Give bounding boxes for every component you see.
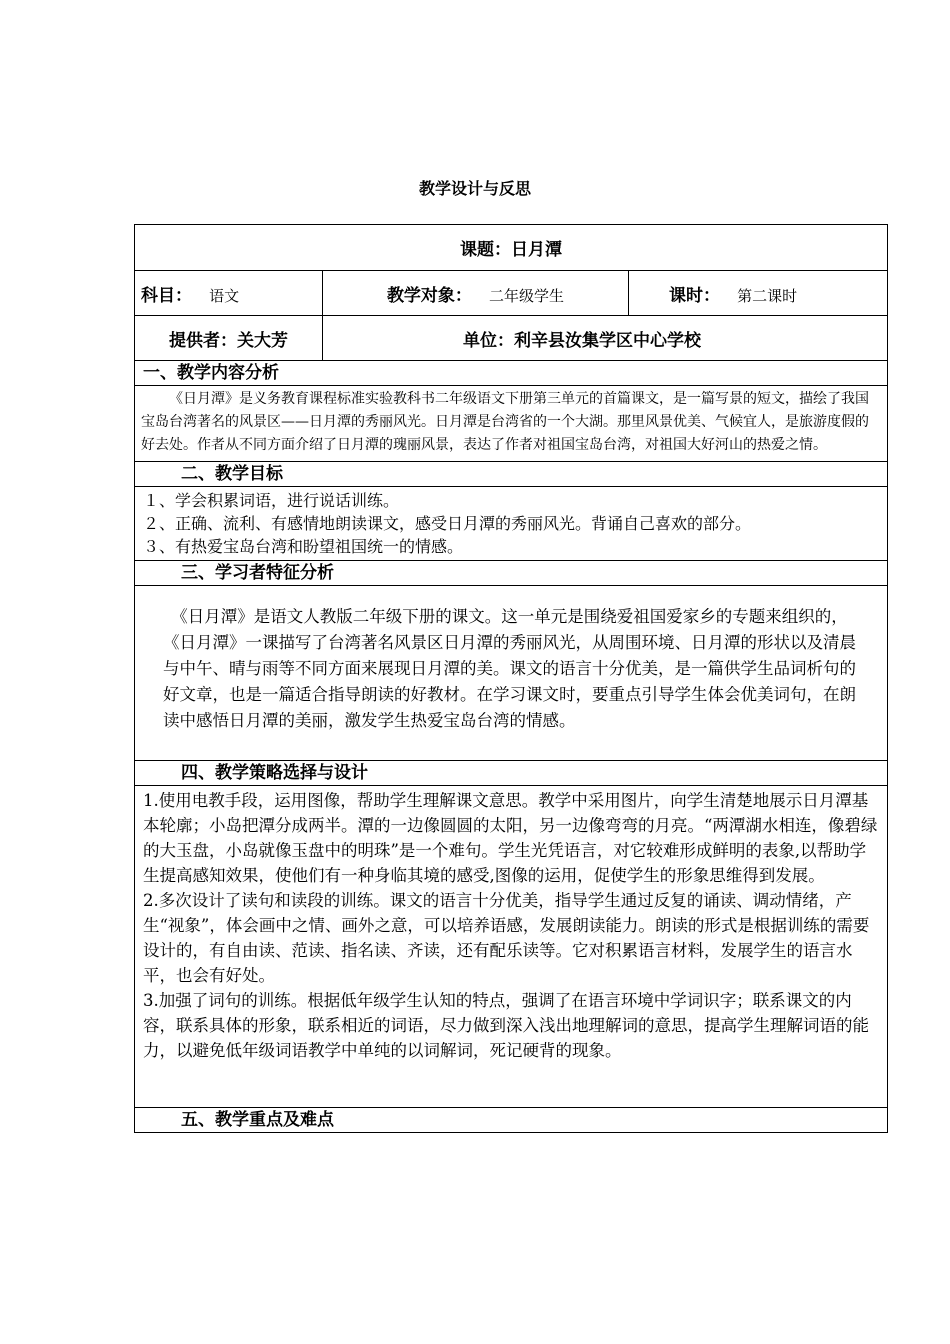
meta-row bbox=[135, 271, 888, 316]
section-3-body bbox=[135, 586, 888, 761]
topic-row bbox=[135, 225, 888, 271]
period-label: 课时： bbox=[669, 285, 720, 306]
section-4-title: 四、教学策略选择与设计 bbox=[135, 761, 888, 786]
section-4-header-row bbox=[135, 761, 888, 786]
section-2-body bbox=[135, 487, 888, 561]
document-title: 教学设计与反思 bbox=[418, 179, 531, 198]
section-4-body-row bbox=[135, 786, 888, 1108]
strategy-paragraph: 1.使用电教手段，运用图像，帮助学生理解课文意思。教学中采用图片，向学生清楚地展示日月潭基本轮廓；小岛把潭分成两半。潭的一边像圆圆的太阳，另一边像弯弯的月亮。“两潭湖水相连，像碧绿的大玉盘，小岛就像玉盘中的明珠”是一个难句。学生光凭语言，对它较难形成鲜明的表象,以帮助学生提高感知效果，使他们有一种身临其境的感受,图像的运用，促使学生的形象思维得到发展。 bbox=[143, 791, 878, 885]
subject-label: 科目： bbox=[141, 285, 192, 306]
section-2-title: 二、教学目标 bbox=[135, 462, 888, 487]
topic-title: 课题：日月潭 bbox=[135, 225, 888, 271]
subject-value: 语文 bbox=[209, 286, 240, 305]
period-cell bbox=[629, 271, 888, 316]
section-1-text: 《日月潭》是义务教育课程标准实验教科书二年级语文下册第三单元的首篇课文，是一篇写景的短文，描绘了我国宝岛台湾著名的风景区——日月潭的秀丽风光。日月潭是台湾省的一个大湖。那里风景优美、气候宜人，是旅游度假的好去处。作者从不同方面介绍了日月潭的瑰丽风景，表达了作者对祖国宝岛台湾，对祖国大好河山的热爱之情。 bbox=[141, 391, 869, 453]
section-3-title: 三、学习者特征分析 bbox=[135, 561, 888, 586]
objective-item: ２、正确、流利、有感情地朗读课文，感受日月潭的秀丽风光。背诵自己喜欢的部分。 bbox=[143, 514, 752, 533]
provider-row bbox=[135, 316, 888, 361]
lesson-plan-table bbox=[134, 224, 888, 1133]
section-3-body-row bbox=[135, 586, 888, 761]
section-4-body bbox=[135, 786, 888, 1108]
audience-value: 二年级学生 bbox=[489, 286, 565, 305]
section-3-header-row bbox=[135, 561, 888, 586]
audience-label: 教学对象： bbox=[386, 285, 472, 306]
subject-cell bbox=[135, 271, 323, 316]
section-1-title: 一、教学内容分析 bbox=[135, 361, 888, 386]
section-5-title: 五、教学重点及难点 bbox=[135, 1108, 888, 1133]
section-5-header-row bbox=[135, 1108, 888, 1133]
section-2-body-row bbox=[135, 487, 888, 561]
audience-cell bbox=[323, 271, 629, 316]
provider: 提供者：关大芳 bbox=[135, 316, 323, 361]
section-1-header-row bbox=[135, 361, 888, 386]
strategy-paragraph: 2.多次设计了读句和读段的训练。课文的语言十分优美，指导学生通过反复的诵读、调动情绪，产生“视象”，体会画中之情、画外之意，可以培养语感，发展朗读能力。朗读的形式是根据训练的需要设计的，有自由读、范读、指名读、齐读，还有配乐读等。它对积累语言材料，发展学生的语言水平，也会有好处。 bbox=[143, 891, 870, 985]
strategy-paragraph: 3.加强了词句的训练。根据低年级学生认知的特点，强调了在语言环境中学词识字；联系课文的内容，联系具体的形象，联系相近的词语，尽力做到深入浅出地理解词的意思，提高学生理解词语的能力，以避免低年级词语教学中单纯的以词解词，死记硬背的现象。 bbox=[143, 991, 869, 1060]
objective-item: １、学会积累词语，进行说话训练。 bbox=[143, 491, 400, 510]
section-2-header-row bbox=[135, 462, 888, 487]
section-1-body bbox=[135, 386, 888, 462]
objective-item: ３、有热爱宝岛台湾和盼望祖国统一的情感。 bbox=[143, 537, 464, 556]
section-3-text: 《日月潭》是语文人教版二年级下册的课文。这一单元是围绕爱祖国爱家乡的专题来组织的，《日月潭》一课描写了台湾著名风景区日月潭的秀丽风光，从周围环境、日月潭的形状以及清晨与中午、晴与雨等不同方面来展现日月潭的美。课文的语言十分优美，是一篇供学生品词析句的好文章，也是一篇适合指导朗读的好教材。在学习课文时，要重点引导学生体会优美词句，在朗读中感悟日月潭的美丽，激发学生热爱宝岛台湾的情感。 bbox=[163, 607, 856, 730]
period-value: 第二课时 bbox=[737, 286, 798, 305]
section-1-body-row bbox=[135, 386, 888, 462]
unit: 单位：利辛县汝集学区中心学校 bbox=[323, 316, 888, 361]
